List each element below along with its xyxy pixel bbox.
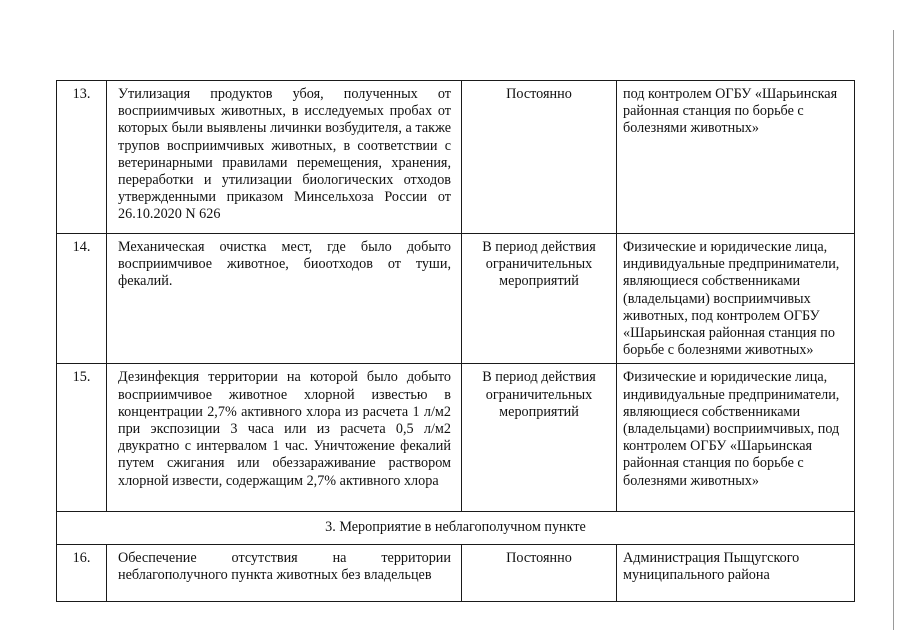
period-text: Постоянно [462, 544, 617, 601]
measures-table [56, 80, 855, 602]
responsible-text: Администрация Пыщугского муниципального района [617, 544, 855, 601]
table-row [57, 81, 855, 234]
responsible-text: Физические и юридические лица, индивидуальные предприниматели, являющиеся собственниками (владельцами) восприимчивых животных, под контролем ОГБУ «Шарьинская районная станция по борьбе с болезнями животных» [617, 234, 855, 364]
period-text: В период действия ограничительных мероприятий [462, 234, 617, 364]
measure-text: Дезинфекция территории на которой было добыто восприимчивое животное хлорной известью в концентрации 2,7% активного хлора из расчета 1 л/м2 при экспозиции 3 часа или из расчета 0,5 л/м2 двукратно с интервалом 1 час. Уничтожение фекалий путем сжигания или обеззараживание раствором хлорной извести, содержащим 2,7% активного хлора [107, 364, 462, 512]
measure-text: Утилизация продуктов убоя, полученных от восприимчивых животных, в исследуемых пробах от которых были выявлены личинки возбудителя, а также трупов восприимчивых животных, в соответствии с ветеринарными правилами перемещения, хранения, переработки и утилизации биологических отходов утвержденными приказом Минсельхоза России от 26.10.2020 N 626 [107, 81, 462, 234]
period-text: В период действия ограничительных мероприятий [462, 364, 617, 512]
section-row [57, 512, 855, 544]
period-text: Постоянно [462, 81, 617, 234]
responsible-text: под контролем ОГБУ «Шарьинская районная станция по борьбе с болезнями животных» [617, 81, 855, 234]
table-row [57, 364, 855, 512]
row-number: 14. [57, 234, 107, 364]
section-title: 3. Мероприятие в неблагополучном пункте [57, 512, 855, 544]
measure-text: Обеспечение отсутствия на территории неблагополучного пункта животных без владельцев [107, 544, 462, 601]
row-number: 15. [57, 364, 107, 512]
row-number: 16. [57, 544, 107, 601]
responsible-text: Физические и юридические лица, индивидуальные предприниматели, являющиеся собственниками (владельцами) восприимчивых, под контролем ОГБУ «Шарьинская районная станция по борьбе с болезнями животных» [617, 364, 855, 512]
table-row [57, 544, 855, 601]
table-row [57, 234, 855, 364]
measure-text: Механическая очистка мест, где было добыто восприимчивое животное, биоотходов от туши, фекалий. [107, 234, 462, 364]
page-edge-line [893, 30, 894, 630]
row-number: 13. [57, 81, 107, 234]
